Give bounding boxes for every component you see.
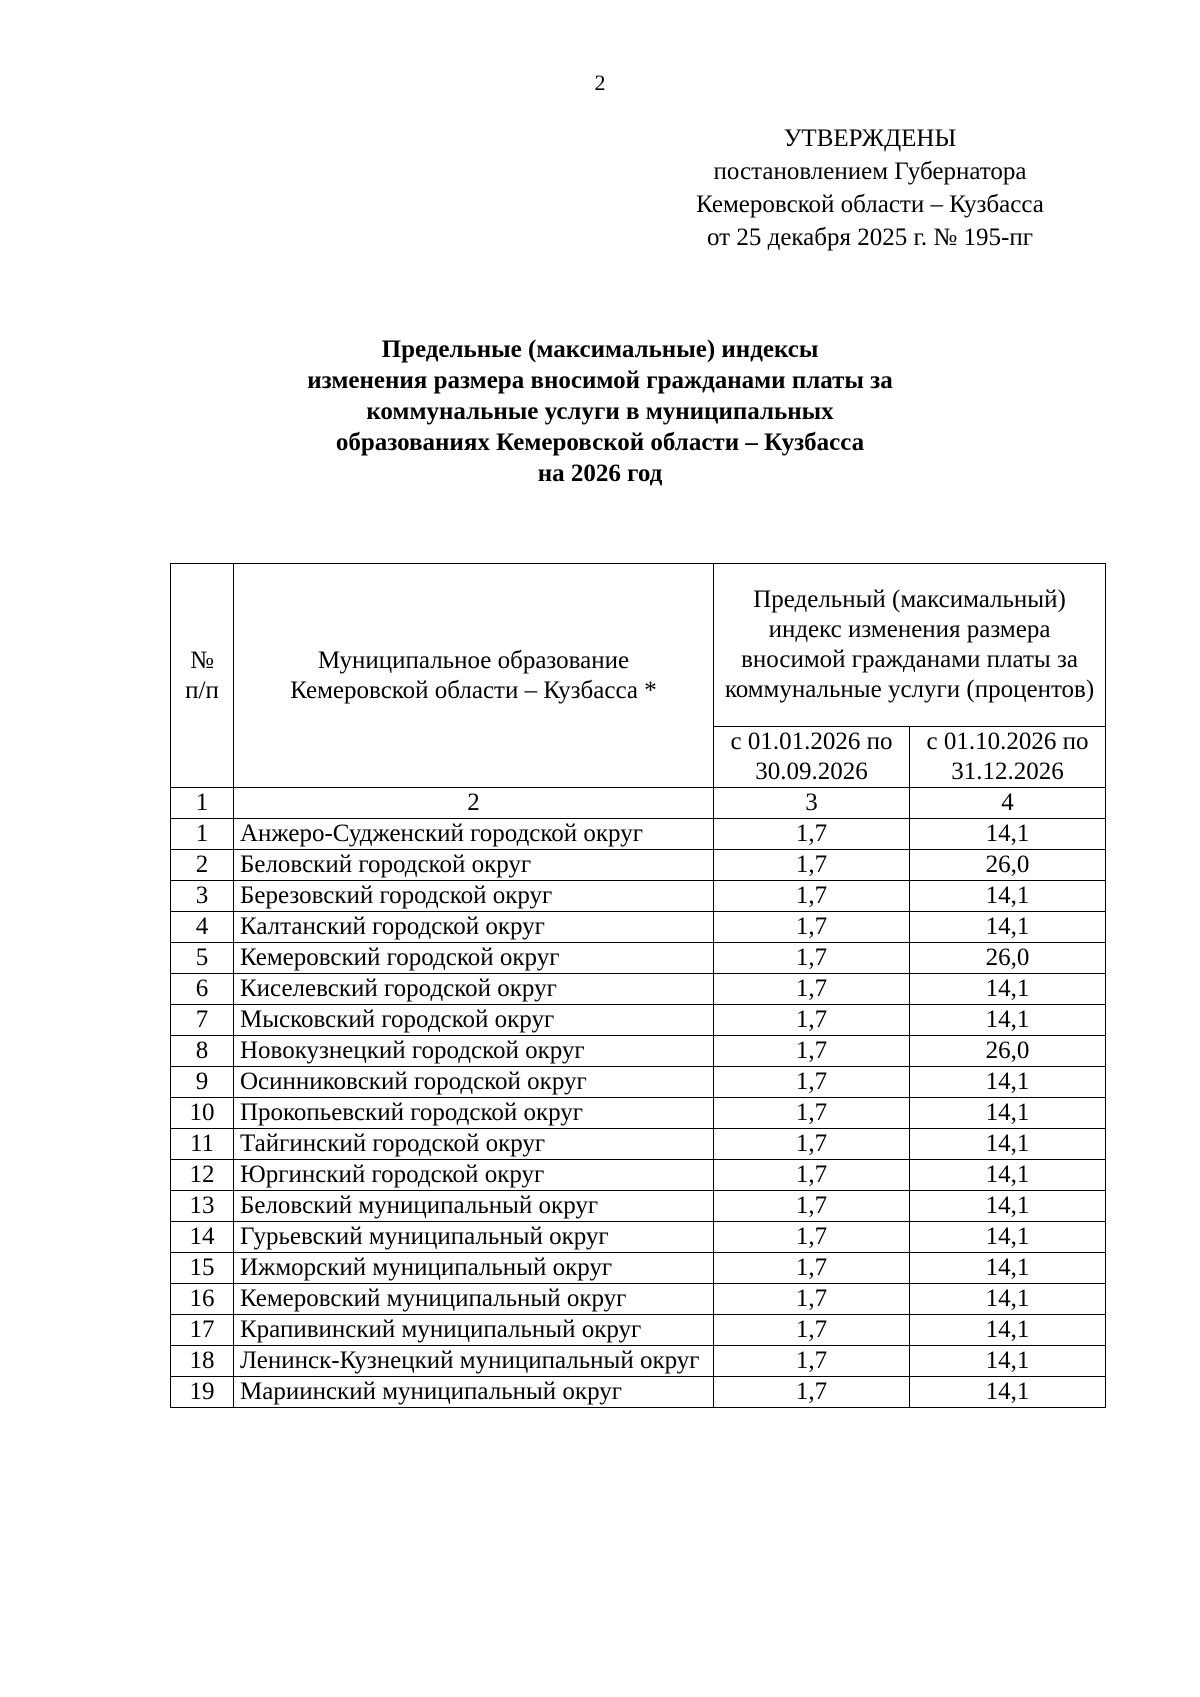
index-period-2: 26,0 bbox=[910, 943, 1106, 974]
table-row bbox=[171, 1191, 1106, 1222]
index-period-1: 1,7 bbox=[714, 912, 910, 943]
municipality-name: Осинниковский городской округ bbox=[234, 1067, 714, 1098]
municipality-name: Юргинский городской округ bbox=[234, 1160, 714, 1191]
table-row bbox=[171, 1005, 1106, 1036]
row-number: 8 bbox=[171, 1036, 234, 1067]
municipality-name: Ленинск-Кузнецкий муниципальный округ bbox=[234, 1346, 714, 1377]
table-row bbox=[171, 1346, 1106, 1377]
index-period-1: 1,7 bbox=[714, 1036, 910, 1067]
index-period-2: 14,1 bbox=[910, 1067, 1106, 1098]
approval-line: Кемеровской области – Кузбасса bbox=[696, 191, 1044, 218]
index-period-1: 1,7 bbox=[714, 1346, 910, 1377]
index-period-2: 14,1 bbox=[910, 1253, 1106, 1284]
index-period-2: 14,1 bbox=[910, 1160, 1106, 1191]
row-number: 19 bbox=[171, 1377, 234, 1408]
table-row bbox=[171, 1222, 1106, 1253]
col-number: 2 bbox=[234, 788, 714, 819]
municipality-name: Гурьевский муниципальный округ bbox=[234, 1222, 714, 1253]
row-number: 4 bbox=[171, 912, 234, 943]
table-row bbox=[171, 1098, 1106, 1129]
index-period-2: 14,1 bbox=[910, 1222, 1106, 1253]
municipality-name: Березовский городской округ bbox=[234, 881, 714, 912]
table-row bbox=[171, 881, 1106, 912]
table-row bbox=[171, 1377, 1106, 1408]
table-row bbox=[171, 819, 1106, 850]
title-line: Предельные (максимальные) индексы bbox=[381, 336, 819, 363]
table-row bbox=[171, 1284, 1106, 1315]
index-period-2: 26,0 bbox=[910, 850, 1106, 881]
municipality-name: Ижморский муниципальный округ bbox=[234, 1253, 714, 1284]
approval-line: постановлением Губернатора bbox=[713, 158, 1027, 185]
title-line: изменения размера вносимой гражданами платы за bbox=[307, 367, 893, 394]
header-name: Муниципальное образование Кемеровской области – Кузбасса * bbox=[234, 564, 714, 788]
table-row bbox=[171, 943, 1106, 974]
index-period-2: 14,1 bbox=[910, 1191, 1106, 1222]
row-number: 9 bbox=[171, 1067, 234, 1098]
table-row bbox=[171, 1067, 1106, 1098]
row-number: 14 bbox=[171, 1222, 234, 1253]
approval-heading: УТВЕРЖДЕНЫ bbox=[783, 125, 957, 152]
index-period-1: 1,7 bbox=[714, 1067, 910, 1098]
row-number: 1 bbox=[171, 819, 234, 850]
table-row bbox=[171, 912, 1106, 943]
municipality-name: Мариинский муниципальный округ bbox=[234, 1377, 714, 1408]
row-number: 17 bbox=[171, 1315, 234, 1346]
index-period-2: 14,1 bbox=[910, 974, 1106, 1005]
title-line: образованиях Кемеровской области – Кузбасса bbox=[335, 429, 865, 456]
index-period-1: 1,7 bbox=[714, 1284, 910, 1315]
index-period-2: 14,1 bbox=[910, 1377, 1106, 1408]
table-row bbox=[171, 1253, 1106, 1284]
row-number: 7 bbox=[171, 1005, 234, 1036]
row-number: 11 bbox=[171, 1129, 234, 1160]
index-period-2: 26,0 bbox=[910, 1036, 1106, 1067]
index-period-1: 1,7 bbox=[714, 1005, 910, 1036]
column-number-row bbox=[171, 788, 1106, 819]
index-period-1: 1,7 bbox=[714, 819, 910, 850]
table-row bbox=[171, 1315, 1106, 1346]
municipality-name: Мысковский городской округ bbox=[234, 1005, 714, 1036]
municipality-name: Новокузнецкий городской округ bbox=[234, 1036, 714, 1067]
table-header-row bbox=[171, 564, 1106, 727]
index-period-1: 1,7 bbox=[714, 974, 910, 1005]
index-period-1: 1,7 bbox=[714, 881, 910, 912]
row-number: 10 bbox=[171, 1098, 234, 1129]
index-period-2: 14,1 bbox=[910, 912, 1106, 943]
col-number: 3 bbox=[714, 788, 910, 819]
col-number: 1 bbox=[171, 788, 234, 819]
row-number: 13 bbox=[171, 1191, 234, 1222]
title-line: на 2026 год bbox=[537, 460, 663, 487]
index-period-1: 1,7 bbox=[714, 1377, 910, 1408]
index-table bbox=[170, 563, 1106, 1408]
municipality-name: Анжеро-Судженский городской округ bbox=[234, 819, 714, 850]
index-period-1: 1,7 bbox=[714, 1129, 910, 1160]
table-row bbox=[171, 1160, 1106, 1191]
index-period-1: 1,7 bbox=[714, 1253, 910, 1284]
header-index: Предельный (максимальный) индекс изменения размера вносимой гражданами платы за коммунальные услуги (процентов) bbox=[714, 564, 1106, 727]
index-period-2: 14,1 bbox=[910, 1346, 1106, 1377]
municipality-name: Кемеровский муниципальный округ bbox=[234, 1284, 714, 1315]
document-title bbox=[0, 334, 1200, 489]
row-number: 12 bbox=[171, 1160, 234, 1191]
municipality-name: Беловский муниципальный округ bbox=[234, 1191, 714, 1222]
table-row bbox=[171, 974, 1106, 1005]
index-period-1: 1,7 bbox=[714, 1098, 910, 1129]
index-period-2: 14,1 bbox=[910, 1129, 1106, 1160]
row-number: 5 bbox=[171, 943, 234, 974]
row-number: 16 bbox=[171, 1284, 234, 1315]
approval-date: от 25 декабря 2025 г. № 195-пг bbox=[707, 224, 1033, 251]
index-period-2: 14,1 bbox=[910, 1284, 1106, 1315]
index-period-1: 1,7 bbox=[714, 1222, 910, 1253]
municipality-name: Беловский городской округ bbox=[234, 850, 714, 881]
header-period-2: с 01.10.2026 по 31.12.2026 bbox=[910, 727, 1106, 788]
title-line: коммунальные услуги в муниципальных bbox=[366, 398, 834, 425]
index-period-1: 1,7 bbox=[714, 1315, 910, 1346]
header-num: № п/п bbox=[171, 564, 234, 788]
row-number: 3 bbox=[171, 881, 234, 912]
index-period-1: 1,7 bbox=[714, 943, 910, 974]
row-number: 2 bbox=[171, 850, 234, 881]
municipality-name: Прокопьевский городской округ bbox=[234, 1098, 714, 1129]
index-period-1: 1,7 bbox=[714, 850, 910, 881]
municipality-name: Калтанский городской округ bbox=[234, 912, 714, 943]
table-row bbox=[171, 850, 1106, 881]
municipality-name: Крапивинский муниципальный округ bbox=[234, 1315, 714, 1346]
header-period-1: с 01.01.2026 по 30.09.2026 bbox=[714, 727, 910, 788]
approval-block bbox=[640, 122, 1100, 254]
table-row bbox=[171, 1036, 1106, 1067]
index-period-1: 1,7 bbox=[714, 1191, 910, 1222]
col-number: 4 bbox=[910, 788, 1106, 819]
index-period-2: 14,1 bbox=[910, 881, 1106, 912]
municipality-name: Кемеровский городской округ bbox=[234, 943, 714, 974]
index-period-2: 14,1 bbox=[910, 1098, 1106, 1129]
row-number: 6 bbox=[171, 974, 234, 1005]
row-number: 15 bbox=[171, 1253, 234, 1284]
index-period-2: 14,1 bbox=[910, 1315, 1106, 1346]
index-period-1: 1,7 bbox=[714, 1160, 910, 1191]
table-row bbox=[171, 1129, 1106, 1160]
municipality-name: Киселевский городской округ bbox=[234, 974, 714, 1005]
row-number: 18 bbox=[171, 1346, 234, 1377]
page-number: 2 bbox=[594, 70, 606, 95]
index-period-2: 14,1 bbox=[910, 1005, 1106, 1036]
index-period-2: 14,1 bbox=[910, 819, 1106, 850]
municipality-name: Тайгинский городской округ bbox=[234, 1129, 714, 1160]
